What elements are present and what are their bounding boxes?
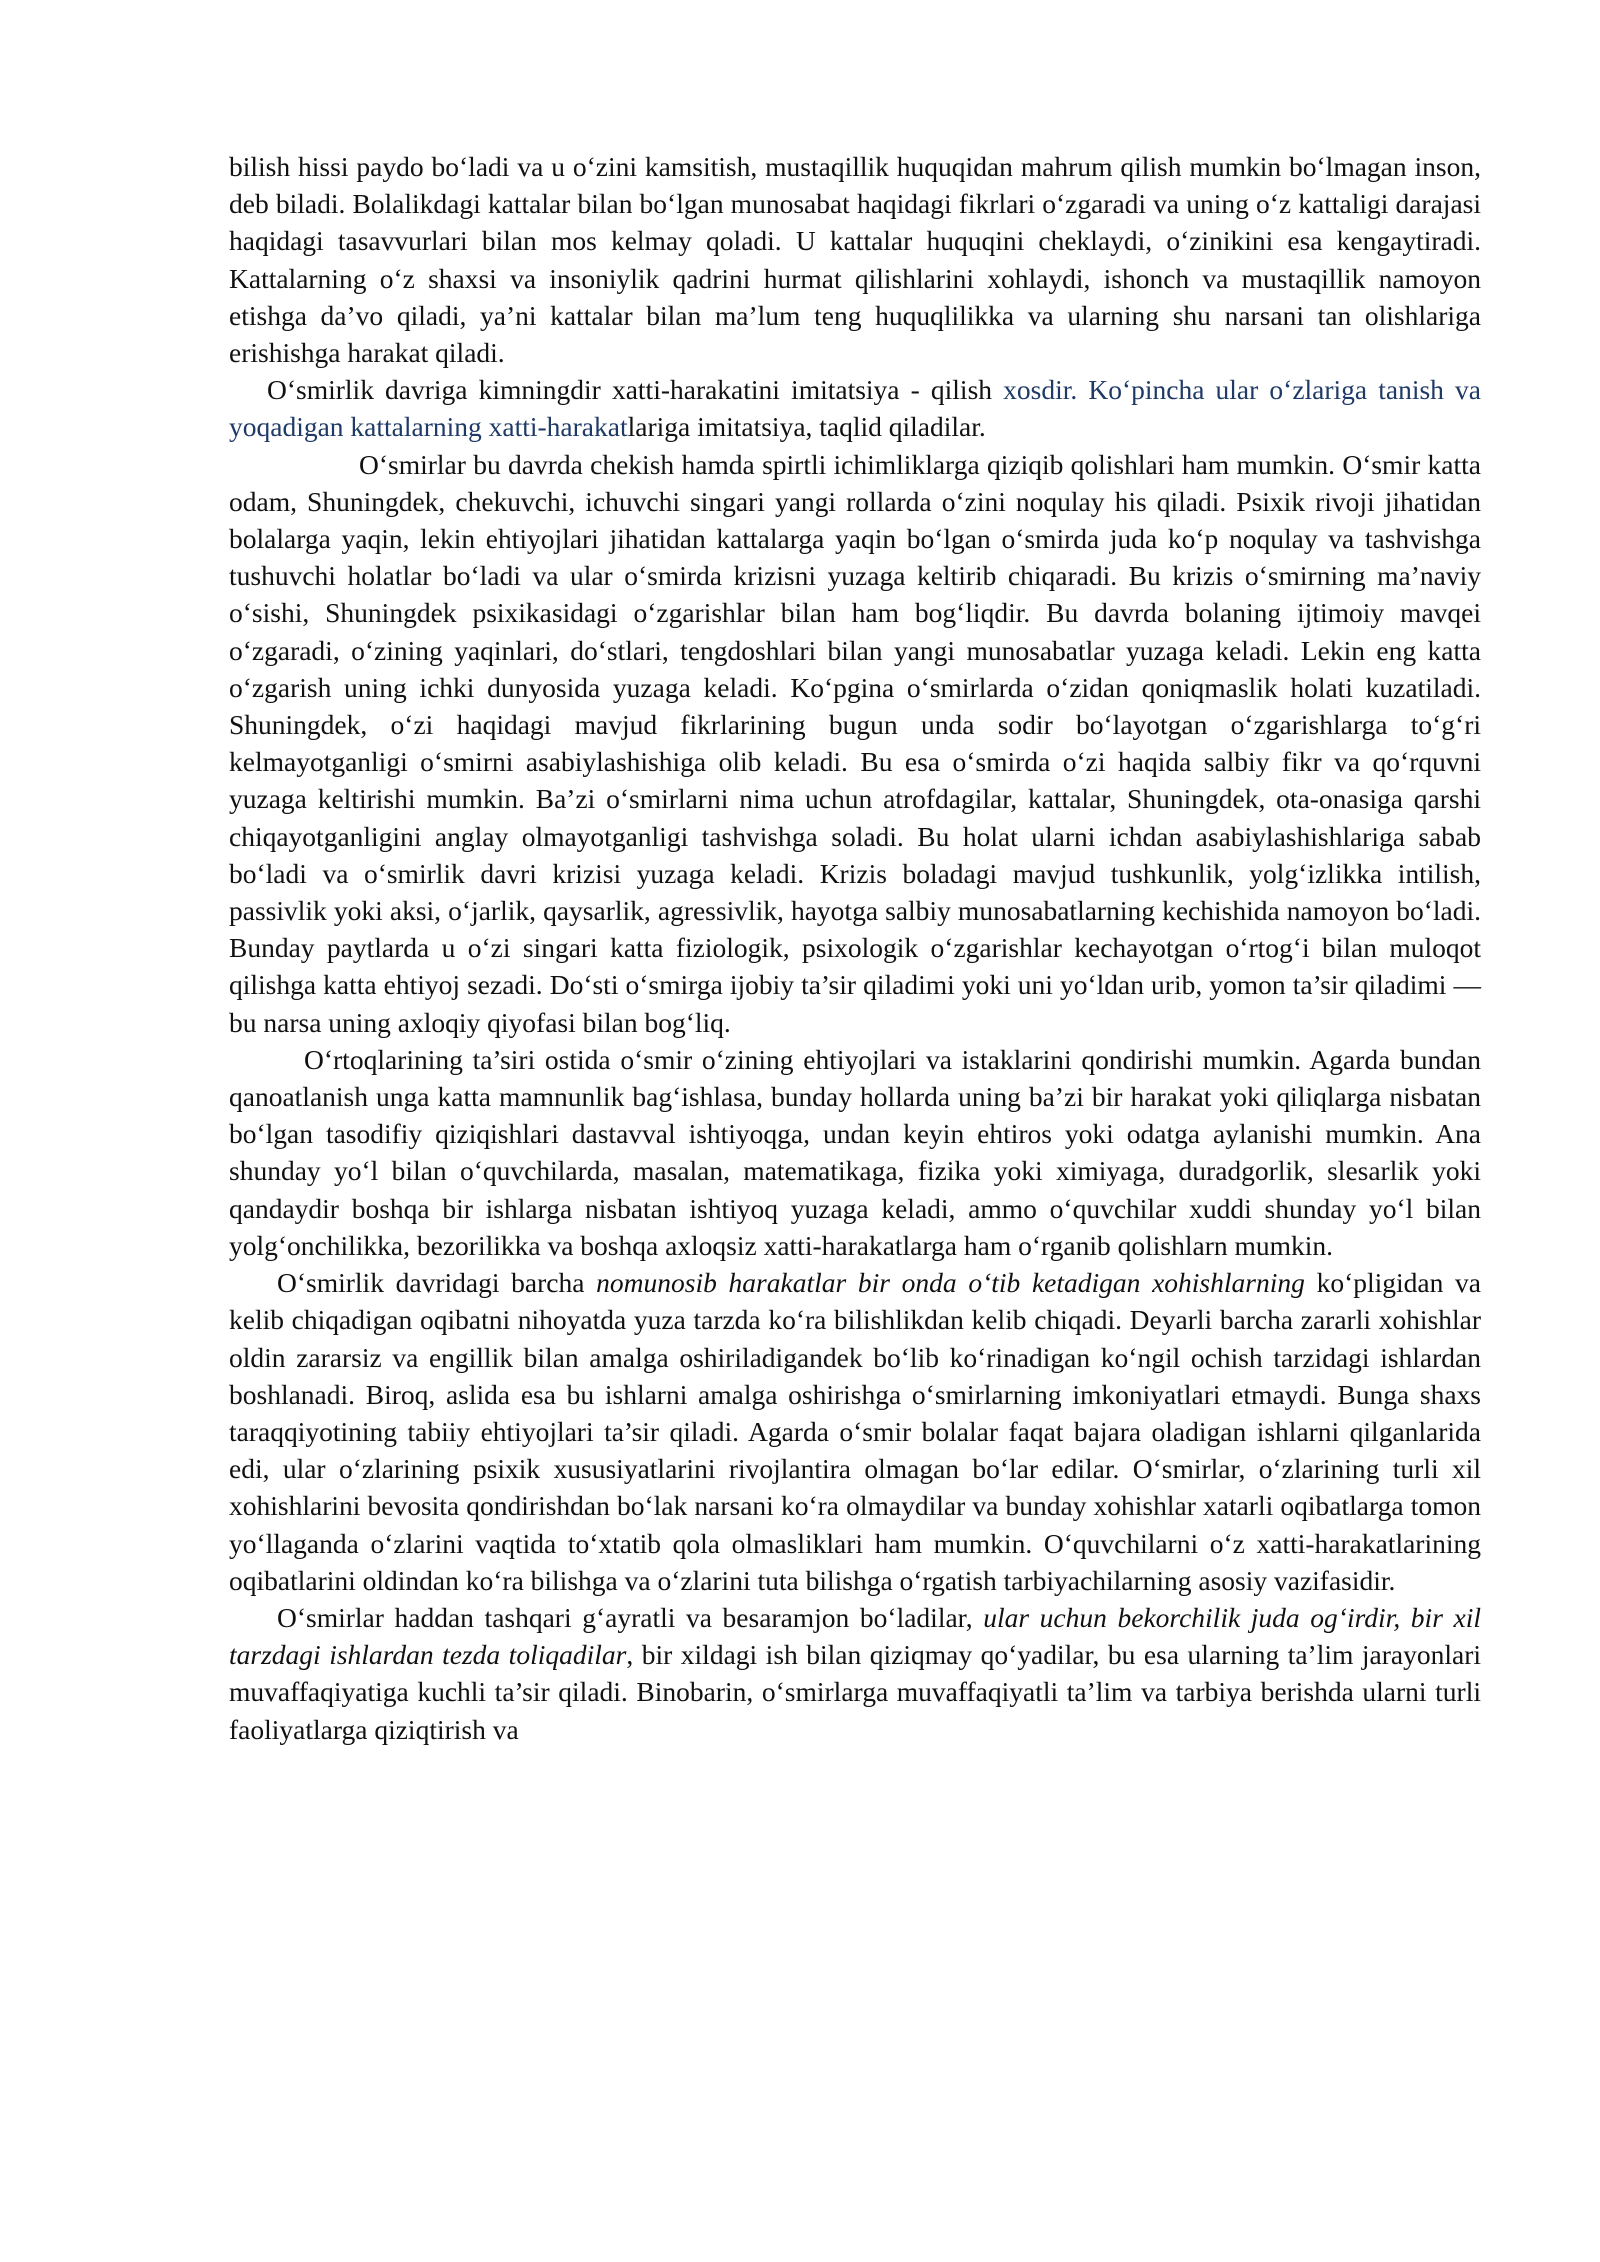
paragraph-4-text: O‘rtoqlarining ta’siri ostida o‘smir o‘zining ehtiyojlari va istaklarini qondirishi mumkin. Agarda bundan qanoatlanish unga katta mamnunlik bag‘ishlasa, bunday hollarda uning ba’zi bir harakat yoki qiliqlarga nisbatan bo‘lgan tasodifiy qiziqishlari dastavval ishtiyoqga, undan keyin ehtiros yoki odatga aylanishi mumkin. Ana shunday yo‘l bilan o‘quvchilarda, masalan, matematikaga, fizika yoki ximiyaga, duradgorlik, slesarlik yoki qandaydir boshqa bir ishlarga nisbatan ishtiyoq yuzaga keladi, ammo o‘quvchilar xuddi shunday yo‘l bilan yolg‘onchilikka, bezorilikka va boshqa axloqsiz xatti-harakatlarga ham o‘rganib qolishlarn mumkin.: [229, 1043, 1481, 1261]
paragraph-6: [229, 1599, 1481, 1748]
paragraph-2-text-a: O‘smirlik davriga kimningdir xatti-harakatini imitatsiya - qilish: [267, 374, 1004, 406]
paragraph-1: [229, 148, 1481, 371]
paragraph-5: [229, 1264, 1481, 1599]
paragraph-1-text: bilish hissi paydo bo‘ladi va u o‘zini kamsitish, mustaqillik huquqidan mahrum qilish mumkin bo‘lmagan inson, deb biladi. Bolalikdagi kattalar bilan bo‘lgan munosabat haqidagi fikrlari o‘zgaradi va uning o‘z kattaligi darajasi haqidagi tasavvurlari bilan mos kelmay qoladi. U kattalar huquqini cheklaydi, o‘zinikini esa kengaytiradi. Kattalarning o‘z shaxsi va insoniylik qadrini hurmat qilishlarini xohlaydi, ishonch va mustaqillik namoyon etishga da’vo qiladi, ya’ni kattalar bilan ma’lum teng huquqlilikka va ularning shu narsani tan olishlariga erishishga harakat qiladi.: [229, 151, 1481, 369]
paragraph-5-italic: nomunosib harakatlar bir onda o‘tib ketadigan xohishlarning: [596, 1267, 1305, 1299]
paragraph-6-text-b: , bir xildagi ish bilan qiziqmay qo‘yadilar, bu esa ularning ta’lim jarayonlari muvaffaqiyatiga kuchli ta’sir qiladi. Binobarin, o‘smirlarga muvaffaqiyatli ta’lim va tarbiya berishda ularni turli faoliyatlarga qiziqtirish va: [229, 1639, 1481, 1745]
paragraph-6-italic: ular uchun bekorchilik juda og‘irdir, bir xil tarzdagi ishlardan tezda toliqadilar: [229, 1601, 1481, 1671]
paragraph-5-text-b: ko‘pligidan va kelib chiqadigan oqibatni nihoyatda yuza tarzda ko‘ra bilishlikdan kelib chiqadi. Deyarli barcha zararli xohishlar oldin zararsiz va engillik bilan amalga oshiriladigandek bo‘lib ko‘rinadigan ko‘ngil ochish tarzidagi ishlardan boshlanadi. Biroq, aslida esa bu ishlarni amalga oshirishga o‘smirlarning imkoniyatlari etmaydi. Bunga shaxs taraqqiyotining tabiiy ehtiyojlari ta’sir qiladi. Agarda o‘smir bolalar faqat bajara oladigan ishlarni qilganlarida edi, ular o‘zlarining psixik xususiyatlarini rivojlantira olmagan bo‘lar edilar. O‘smirlar, o‘zlarining turli xil xohishlarini bevosita qondirishdan bo‘lak narsani ko‘ra olmaydilar va bunday xohishlar xatarli oqibatlarga tomon yo‘llaganda o‘zlarini vaqtida to‘xtatib qola olmasliklari ham mumkin. O‘quvchilarni o‘z xatti-harakatlarining oqibatlarini oldindan ko‘ra bilishga va o‘zlarini tuta bilishga o‘rgatish tarbiyachilarning asosiy vazifasidir.: [229, 1267, 1481, 1596]
paragraph-3: [229, 446, 1481, 1041]
paragraph-4: [229, 1041, 1481, 1264]
paragraph-3-text: O‘smirlar bu davrda chekish hamda spirtli ichimliklarga qiziqib qolishlari ham mumkin. O‘smir katta odam, Shuningdek, chekuvchi, ichuvchi singari yangi rollarda o‘zini noqulay his qiladi. Psixik rivoji jihatidan bolalarga yaqin, lekin ehtiyojlari jihatidan kattalarga yaqin bo‘lgan o‘smirda juda ko‘p noqulay va tashvishga tushuvchi holatlar bo‘ladi va ular o‘smirda krizisni yuzaga keltirib chiqaradi. Bu krizis o‘smirning ma’naviy o‘sishi, Shuningdek psixikasidagi o‘zgarishlar bilan ham bog‘liqdir. Bu davrda bolaning ijtimoiy mavqei o‘zgaradi, o‘zining yaqinlari, do‘stlari, tengdoshlari bilan yangi munosabatlar yuzaga keladi. Lekin eng katta o‘zgarish uning ichki dunyosida yuzaga keladi. Ko‘pgina o‘smirlarda o‘zidan qoniqmaslik holati kuzatiladi. Shuningdek, o‘zi haqidagi mavjud fikrlarining bugun unda sodir bo‘layotgan o‘zgarishlarga to‘g‘ri kelmayotganligi o‘smirni asabiylashishiga olib keladi. Bu esa o‘smirda o‘zi haqida salbiy fikr va qo‘rquvni yuzaga keltirishi mumkin. Ba’zi o‘smirlarni nima uchun atrofdagilar, kattalar, Shuningdek, ota-onasiga qarshi chiqayotganligini anglay olmayotganligi tashvishga soladi. Bu holat ularni ichdan asabiylashishlariga sabab bo‘ladi va o‘smirlik davri krizisi yuzaga keladi. Krizis boladagi mavjud tushkunlik, yolg‘izlikka intilish, passivlik yoki aksi, o‘jarlik, qaysarlik, agressivlik, hayotga salbiy munosabatlarning kechishida namoyon bo‘ladi. Bunday paytlarda u o‘zi singari katta fiziologik, psixologik o‘zgarishlar kechayotgan o‘rtog‘i bilan muloqot qilishga katta ehtiyoj sezadi. Do‘sti o‘smirga ijobiy ta’sir qiladimi yoki uni yo‘ldan urib, yomon ta’sir qiladimi — bu narsa uning axloqiy qiyofasi bilan bog‘liq.: [229, 448, 1481, 1038]
paragraph-2-highlight: xosdir. Ko‘pincha ular o‘zlariga tanish va yoqadigan kattalarning xatti-harakat: [229, 374, 1481, 443]
paragraph-2-text-b: lariga imitatsiya, taqlid qiladilar.: [627, 411, 986, 443]
document-page: [229, 148, 1481, 1748]
paragraph-6-text-a: O‘smirlar haddan tashqari g‘ayratli va besaramjon bo‘ladilar,: [277, 1601, 984, 1633]
paragraph-5-text-a: O‘smirlik davridagi barcha: [277, 1267, 597, 1299]
paragraph-2: [229, 371, 1481, 445]
